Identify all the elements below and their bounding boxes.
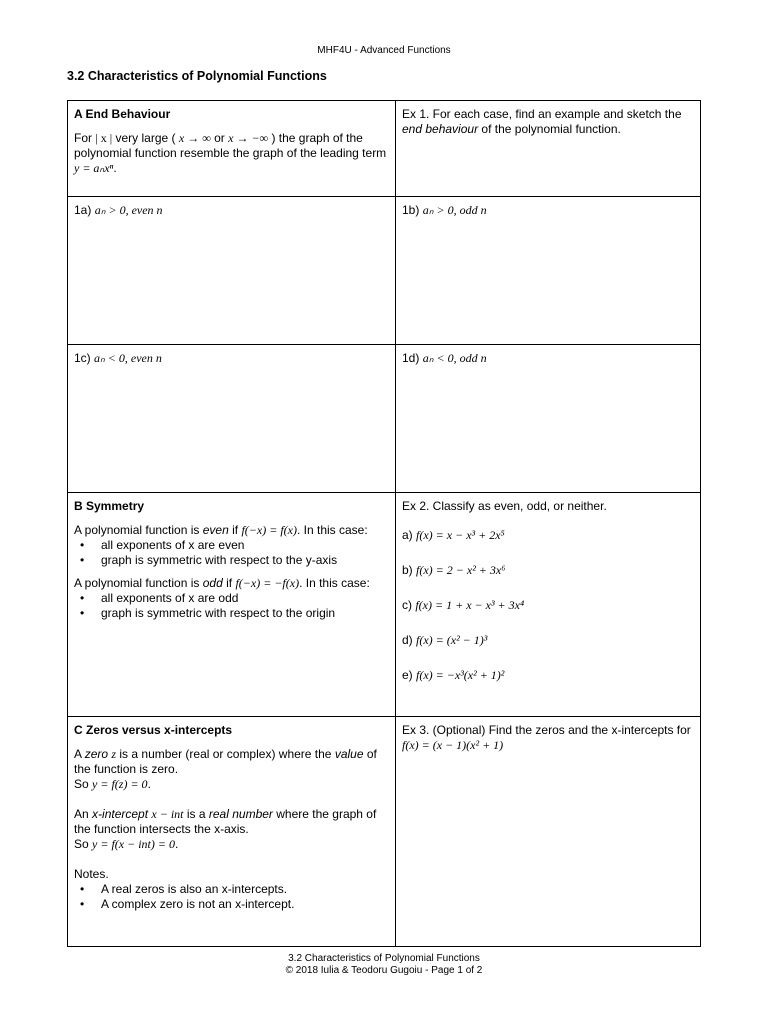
list-item: • graph is symmetric with respect to the origin (94, 606, 390, 621)
case-1c-condition: aₙ < 0, even n (94, 351, 162, 365)
notes-list (74, 882, 390, 912)
case-1c-label: 1c) (74, 351, 91, 365)
document-title: 3.2 Characteristics of Polynomial Functions (67, 69, 327, 83)
classify-item-a[interactable]: a) f(x) = x − x³ + 2x⁵ (402, 528, 505, 542)
ex2-prompt: Ex 2. Classify as even, odd, or neither. (402, 499, 607, 513)
odd-definition: A polynomial function is odd if f(−x) = −f(x). In this case: (74, 576, 370, 590)
end-behaviour-text: For | x | very large ( x → ∞ or x → −∞ ) the graph of the polynomial function resemble the graph of the leading term y = aₙxⁿ. (74, 131, 387, 175)
course-header: MHF4U - Advanced Functions (317, 45, 451, 56)
ex1-prompt: Ex 1. For each case, find an example and sketch the end behaviour of the polynomial function. (402, 107, 682, 136)
page-footer (0, 953, 768, 977)
case-1a-cell[interactable] (68, 197, 396, 345)
even-definition: A polynomial function is even if f(−x) = f(x). In this case: (74, 523, 368, 537)
classify-item-c[interactable]: c) f(x) = 1 + x − x³ + 3x⁴ (402, 598, 525, 612)
case-1b-label: 1b) (402, 203, 420, 217)
list-item: • A real zeros is also an x-intercepts. (94, 882, 390, 897)
case-1b-condition: aₙ > 0, odd n (422, 203, 487, 217)
even-bullets (74, 538, 390, 568)
classify-item-d[interactable]: d) f(x) = (x² − 1)³ (402, 633, 488, 647)
list-item: • all exponents of x are odd (94, 591, 390, 606)
case-1a-label: 1a) (74, 203, 92, 217)
case-1a-condition: aₙ > 0, even n (94, 203, 163, 217)
footer-copyright: © 2018 Iulia & Teodoru Gugoiu - Page 1 of 2 (285, 965, 483, 976)
symmetry-cell (68, 493, 396, 717)
list-item: • A complex zero is not an x-intercept. (94, 897, 390, 912)
odd-bullets (74, 591, 390, 621)
classify-item-b[interactable]: b) f(x) = 2 − x² + 3x⁶ (402, 563, 506, 577)
ex3-cell (396, 717, 701, 947)
case-1d-label: 1d) (402, 351, 420, 365)
section-a-heading: A End Behaviour (74, 107, 171, 121)
footer-title: 3.2 Characteristics of Polynomial Functions (288, 953, 480, 964)
ex2-cell (396, 493, 701, 717)
case-1d-condition: aₙ < 0, odd n (422, 351, 487, 365)
ex3-prompt: Ex 3. (Optional) Find the zeros and the x-intercepts for (402, 723, 691, 737)
case-1c-cell[interactable] (68, 345, 396, 493)
zero-equation: So y = f(z) = 0. (74, 777, 151, 791)
worksheet-table (67, 100, 701, 947)
notes-heading: Notes. (74, 867, 109, 881)
xint-equation: So y = f(x − int) = 0. (74, 837, 179, 851)
section-c-heading: C Zeros versus x-intercepts (74, 723, 233, 737)
case-1d-cell[interactable] (396, 345, 701, 493)
zeros-cell (68, 717, 396, 947)
list-item: • all exponents of x are even (94, 538, 390, 553)
list-item: • graph is symmetric with respect to the y-axis (94, 553, 390, 568)
classify-item-e[interactable]: e) f(x) = −x³(x² + 1)² (402, 668, 505, 682)
ex1-cell (396, 101, 701, 197)
ex3-expression: f(x) = (x − 1)(x² + 1) (402, 738, 504, 752)
zero-definition: A zero z is a number (real or complex) where the value of the function is zero. (74, 747, 377, 776)
case-1b-cell[interactable] (396, 197, 701, 345)
section-b-heading: B Symmetry (74, 499, 145, 513)
end-behaviour-cell (68, 101, 396, 197)
xint-definition: An x-intercept x − int is a real number where the graph of the function intersects the x-axis. (74, 807, 377, 836)
